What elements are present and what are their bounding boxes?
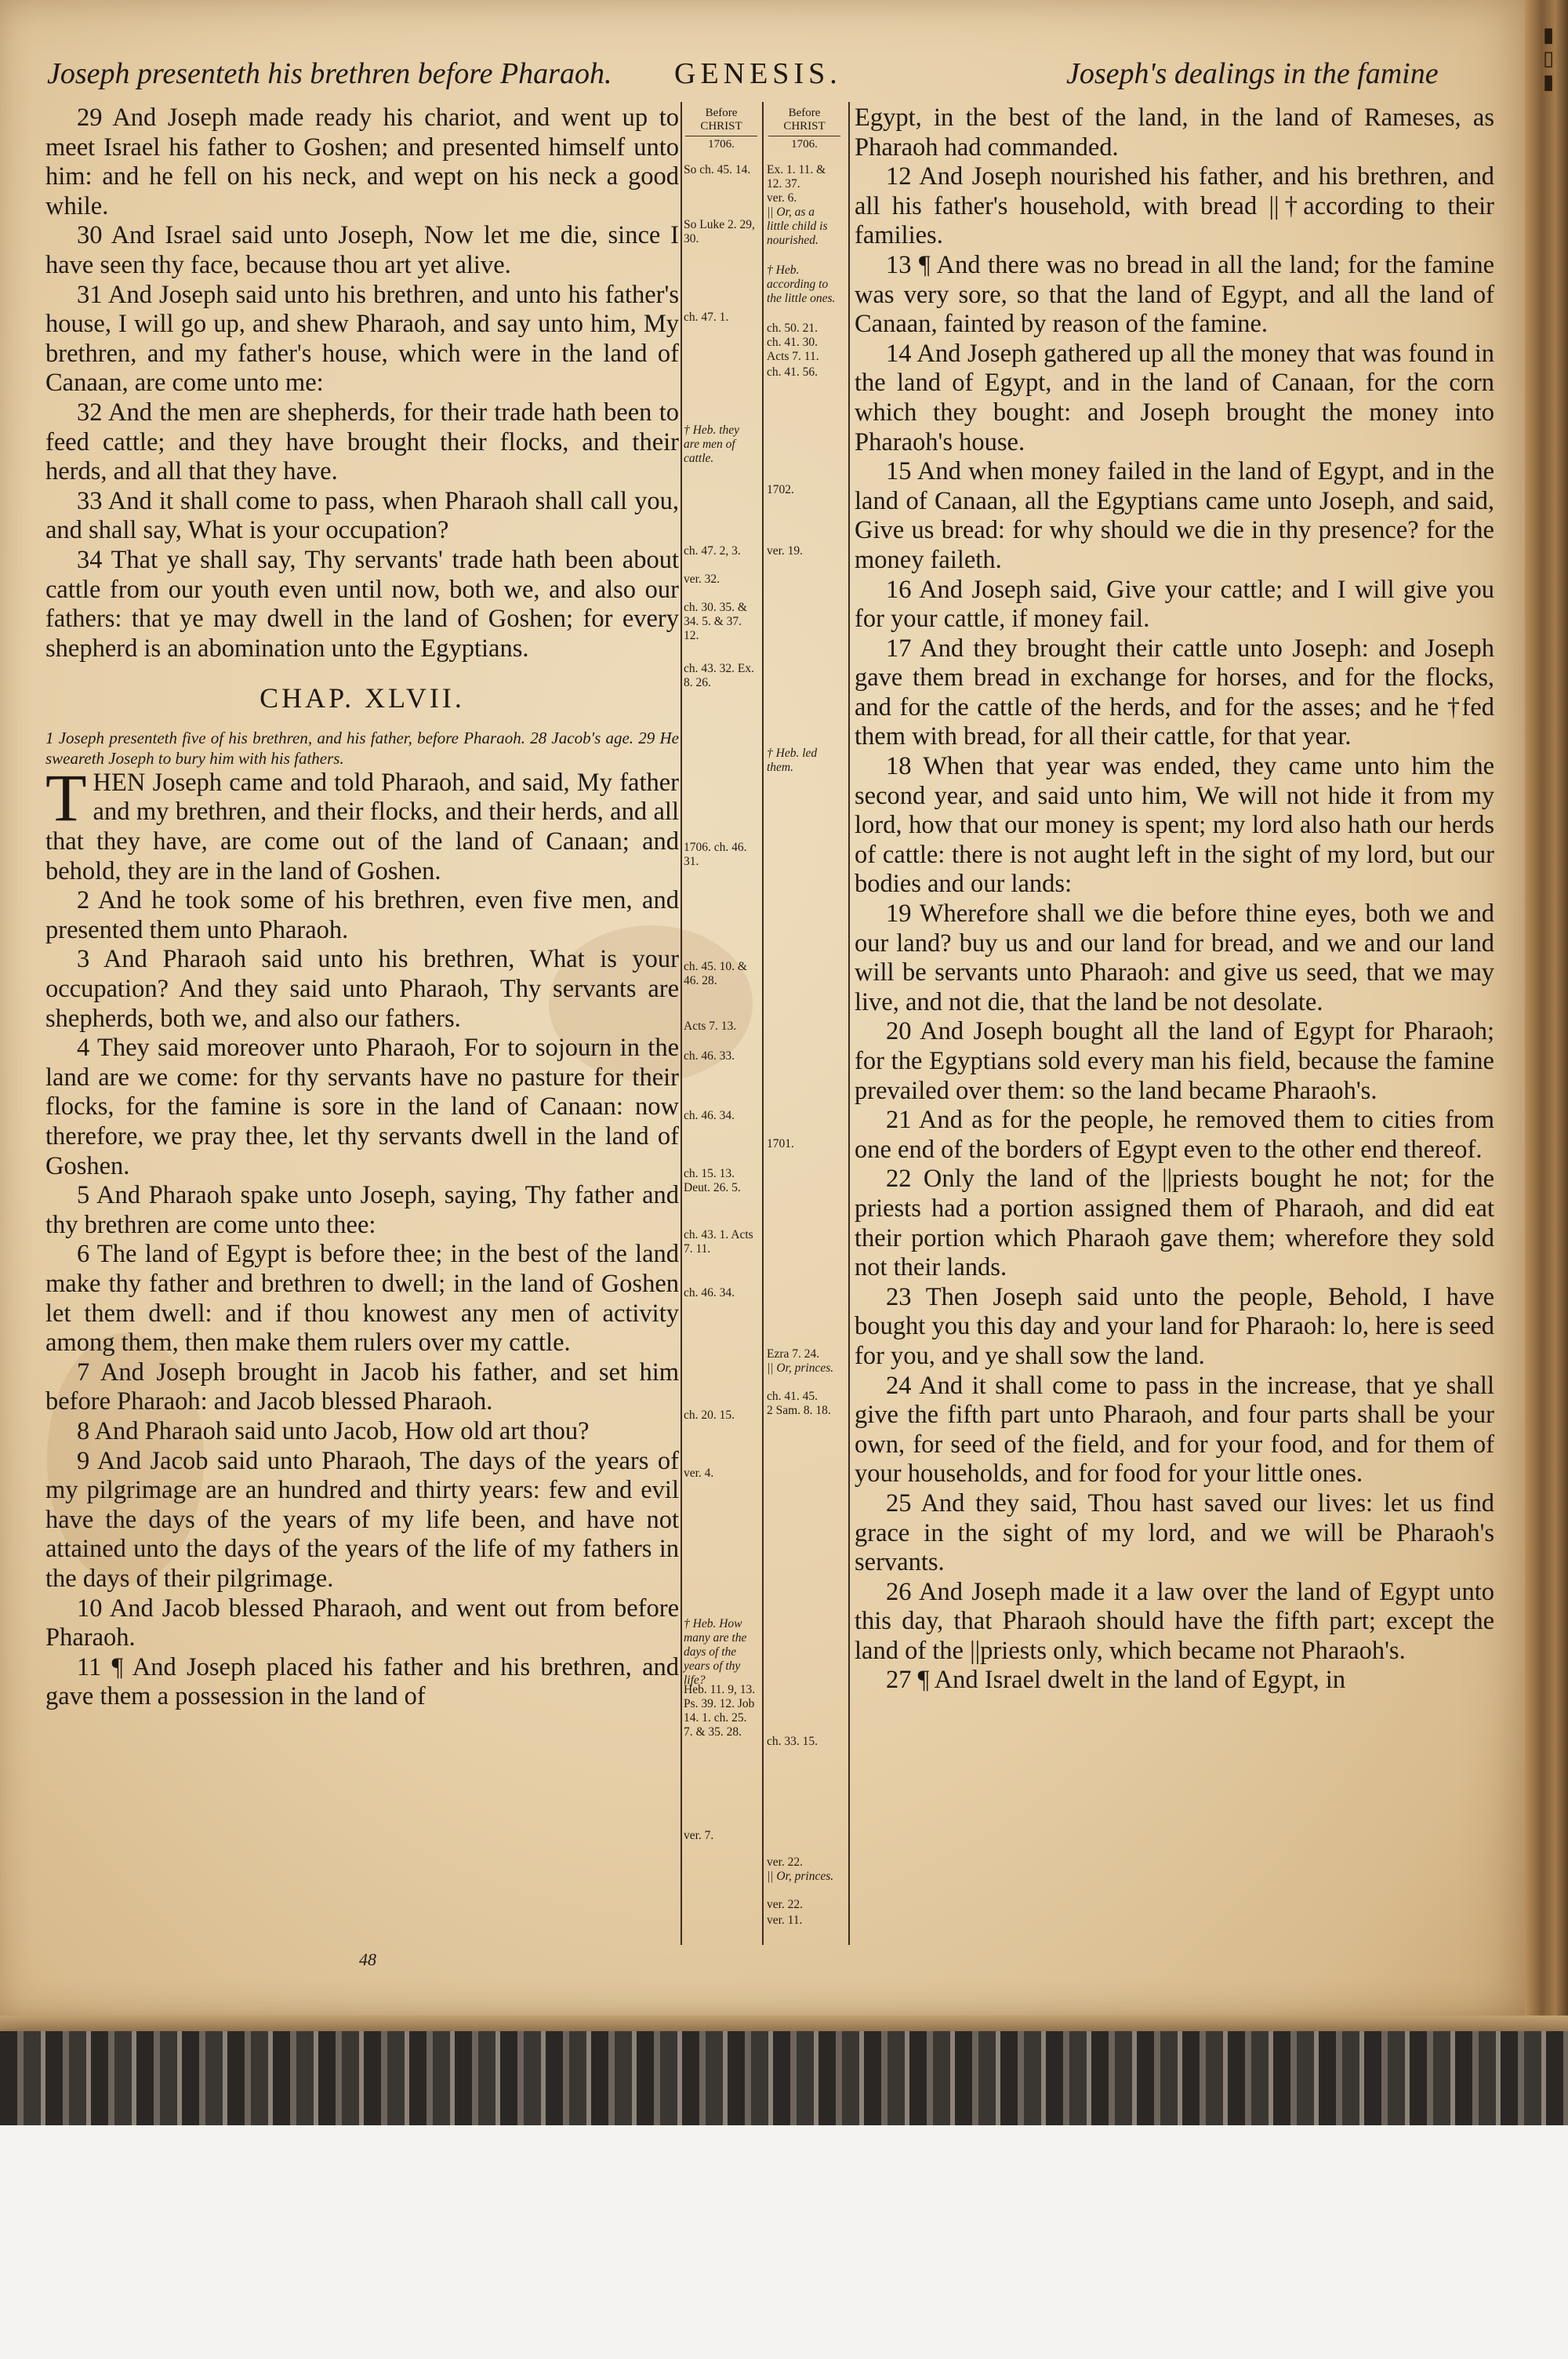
margin-note: ch. 41. 56.: [767, 365, 818, 379]
verse-paragraph: 32 And the men are shepherds, for their trade hath been to feed cattle; and they have brought their flocks, and their herds, and all that they have.: [45, 398, 679, 486]
verse-paragraph: 18 When that year was ended, they came unto him the second year, and said unto him, We will not hide it from my lord, how that our money is spent; my lord also hath our herds of cattle: there is not aught left in the sight of my lord, but our bodies and our lands:: [855, 752, 1494, 899]
margin-head-year: 1706.: [768, 136, 840, 151]
verse-paragraph: 19 Wherefore shall we die before thine eyes, both we and our land? buy us and our land for bread, and we and our land will be servants unto Pharaoh: and give us seed, that we may live, and not die, that the land be not desolate.: [855, 900, 1494, 1016]
margin-head-year: 1706.: [685, 136, 757, 151]
verse-paragraph: HEN Joseph came and told Pharaoh, and said, My father and my brethren, and their flocks, and their herds, and all that they have, are come out of the land of Canaan; and behold, they are in the land of Goshen.: [45, 768, 679, 885]
verse-paragraph: 9 And Jacob said unto Pharaoh, The days of the years of my pilgrimage are an hundred and thirty years: few and evil have the days of the years of my life been, and have not attained unto the days of the years of the life of my fathers in the days of their pilgrimage.: [45, 1446, 679, 1593]
verse-paragraph: 22 Only the land of the ||priests bought he not; for the priests had a portion assigned them of Pharaoh, and did eat their portion which Pharaoh gave them; wherefore they sold not their lands.: [855, 1165, 1494, 1282]
margin-note: ch. 50. 21.: [767, 322, 818, 335]
chapter-opening: [45, 759, 679, 886]
margin-head-line: Before: [705, 107, 738, 119]
margin-note: So Luke 2. 29, 30.: [684, 218, 755, 245]
margin-head-left: [685, 107, 757, 151]
margin-note: ch. 46. 34.: [684, 1286, 735, 1299]
margin-note: || Or, as a little child is nourished.: [767, 205, 828, 247]
verse-paragraph: 4 They said moreover unto Pharaoh, For to sojourn in the land are we come: for thy servants have no pasture for their flocks, for the famine is sore in the land of Canaan: now therefore, we pray thee, let thy servants dwell in the land of Goshen.: [45, 1034, 679, 1180]
verse-paragraph: 23 Then Joseph said unto the people, Behold, I have bought you this day and your land for Pharaoh: lo, here is seed for you, and ye shall sow the land.: [855, 1282, 1494, 1370]
margin-note: ver. 11.: [767, 1914, 803, 1927]
verse-paragraph: 17 And they brought their cattle unto Joseph: and Joseph gave them bread in exchange for horses, and for the flocks, and for the cattle of the herds, and for the asses; and he †fed them with bread, for all their cattle, for that year.: [855, 634, 1494, 751]
margin-note: ch. 43. 32. Ex. 8. 26.: [684, 662, 754, 689]
running-head-right: Joseph's dealings in the famine: [1066, 57, 1439, 90]
margin-note: † Heb. led them.: [767, 747, 818, 774]
verse-paragraph: 20 And Joseph bought all the land of Egypt for Pharaoh; for the Egyptians sold every man his field, because the famine prevailed over them: so the land became Pharaoh's.: [855, 1017, 1494, 1105]
page-number: 48: [359, 1950, 376, 1969]
margin-head-line: CHRIST: [700, 120, 742, 133]
margin-note: 1706. ch. 46. 31.: [684, 841, 747, 868]
margin-note: ch. 47. 2, 3.: [684, 544, 741, 558]
verse-paragraph: 12 And Joseph nourished his father, and his brethren, and all his father's household, with bread ||†according to their families.: [855, 162, 1494, 250]
margin-head-right: [768, 107, 840, 151]
edge-glyph-icon: ▮▯▮: [1537, 24, 1560, 94]
verse-paragraph: 3 And Pharaoh said unto his brethren, What is your occupation? And they said unto Pharaoh, Thy servants are shepherds, both we, and also our fathers.: [45, 945, 679, 1033]
margin-note: ver. 22.: [767, 1898, 804, 1911]
margin-head-line: Before: [788, 107, 821, 119]
chapter-summary: 1 Joseph presenteth five of his brethren, and his father, before Pharaoh. 28 Jacob's age. 29 He sweareth Joseph to bury him with his fathers.: [45, 728, 679, 768]
verse-continuation: Egypt, in the best of the land, in the land of Rameses, as Pharaoh had commanded.: [855, 104, 1494, 162]
margin-note: ch. 41. 30. Acts 7. 11.: [767, 336, 819, 363]
verse-paragraph: 10 And Jacob blessed Pharaoh, and went out from before Pharaoh.: [45, 1594, 679, 1652]
column-rule: [681, 102, 682, 1945]
verse-paragraph: 34 That ye shall say, Thy servants' trade hath been about cattle from our youth even until now, both we, and also our fathers: that ye may dwell in the land of Goshen; for every shepherd is an abomination unto the Egyptians.: [45, 545, 679, 663]
margin-note: ch. 20. 15.: [684, 1408, 735, 1422]
running-head-book: GENESIS.: [674, 57, 842, 90]
margin-note: † Heb. they are men of cattle.: [684, 423, 740, 465]
margin-note: † Heb. How many are the days of the years of thy life?: [684, 1617, 747, 1687]
margin-note: ch. 46. 33.: [684, 1049, 735, 1063]
margin-note: So ch. 45. 14.: [684, 163, 751, 176]
margin-note: ver. 6.: [767, 191, 797, 205]
chapter-heading: CHAP. XLVII.: [260, 682, 465, 714]
column-rule: [848, 102, 850, 1945]
verse-paragraph: 2 And he took some of his brethren, even five men, and presented them unto Pharaoh.: [45, 886, 679, 944]
margin-note: 1701.: [767, 1137, 794, 1150]
verse-paragraph: 11 ¶ And Joseph placed his father and his brethren, and gave them a possession in the land of: [45, 1652, 679, 1711]
verse-paragraph: 14 And Joseph gathered up all the money that was found in the land of Egypt, and in the land of Canaan, for the corn which they bought: and Joseph brought the money into Pharaoh's house.: [855, 339, 1494, 456]
verse-paragraph: 13 ¶ And there was no bread in all the land; for the famine was very sore, so that the land of Egypt, and all the land of Canaan, fainted by reason of the famine.: [855, 250, 1494, 339]
margin-note: Ezra 7. 24.: [767, 1347, 820, 1361]
margin-note: ch. 15. 13. Deut. 26. 5.: [684, 1167, 741, 1194]
verse-paragraph: 29 And Joseph made ready his chariot, and went up to meet Israel his father to Goshen; and presented himself unto him: and he fell on his neck, and wept on his neck a good while.: [45, 104, 679, 220]
verse-paragraph: 33 And it shall come to pass, when Pharaoh shall call you, and shall say, What is your occupation?: [45, 486, 679, 545]
drop-cap: T: [45, 759, 87, 835]
verse-paragraph: 5 And Pharaoh spake unto Joseph, saying, Thy father and thy brethren are come unto thee:: [45, 1181, 679, 1239]
margin-note: ver. 32.: [684, 572, 720, 586]
margin-note: ver. 7.: [684, 1829, 714, 1842]
verse-paragraph: 24 And it shall come to pass in the increase, that ye shall give the fifth part unto Pharaoh, and four parts shall be your own, for seed of the field, and for your food, and for them of your households, and for food for your little ones.: [855, 1371, 1494, 1488]
margin-note: || Or, princes.: [767, 1361, 834, 1375]
verse-paragraph: 7 And Joseph brought in Jacob his father, and set him before Pharaoh: and Jacob blessed Pharaoh.: [45, 1358, 679, 1416]
verse-paragraph: 27 ¶ And Israel dwelt in the land of Egypt, in: [886, 1666, 1346, 1695]
verse-paragraph: 31 And Joseph said unto his brethren, and unto his father's house, I will go up, and shew Pharaoh, and say unto him, My brethren, and my father's house, which were in the land of Canaan, are come unto me:: [45, 280, 679, 398]
verse-paragraph: 6 The land of Egypt is before thee; in the best of the land make thy father and brethren to dwell; in the land of Goshen let them dwell: and if thou knowest any men of activity among them, then make them rulers over my cattle.: [45, 1240, 679, 1358]
margin-note: Ex. 1. 11. & 12. 37.: [767, 163, 826, 191]
page-edge-fore: [1525, 0, 1568, 2039]
margin-head-line: CHRIST: [783, 120, 826, 133]
running-head-left: Joseph presenteth his brethren before Pharaoh.: [47, 57, 612, 90]
margin-note: ch. 43. 1. Acts 7. 11.: [684, 1228, 753, 1256]
verse-paragraph: 26 And Joseph made it a law over the land of Egypt unto this day, that Pharaoh should have the fifth part; except the land of the ||priests only, which became not Pharaoh's.: [855, 1577, 1494, 1665]
column-rule: [762, 102, 764, 1945]
margin-note: 1702.: [767, 483, 794, 496]
verse-paragraph: 25 And they said, Thou hast saved our lives: let us find grace in the sight of my lord, and we will be Pharaoh's servants.: [855, 1488, 1494, 1577]
margin-note: 2 Sam. 8. 18.: [767, 1404, 831, 1417]
verse-paragraph: 15 And when money failed in the land of Egypt, and in the land of Canaan, all the Egyptians came unto Joseph, and said, Give us bread: for why should we die in thy presence? for the money faileth.: [855, 457, 1494, 574]
margin-note: ch. 46. 34.: [684, 1109, 735, 1122]
margin-note: ch. 30. 35. & 34. 5. & 37. 12.: [684, 601, 747, 642]
margin-note: ch. 47. 1.: [684, 311, 729, 324]
margin-note: † Heb. according to the little ones.: [767, 264, 836, 305]
margin-note: ver. 4.: [684, 1467, 714, 1480]
book-binding: [0, 2031, 1568, 2125]
verse-paragraph: 8 And Pharaoh said unto Jacob, How old art thou?: [77, 1416, 590, 1445]
verse-paragraph: 21 And as for the people, he removed them to cities from one end of the borders of Egypt even to the other end thereof.: [855, 1106, 1494, 1164]
margin-note: || Or, princes.: [767, 1870, 834, 1883]
margin-note: ver. 19.: [767, 544, 804, 558]
margin-note: Heb. 11. 9, 13. Ps. 39. 12. Job 14. 1. ch. 25. 7. & 35. 28.: [684, 1683, 756, 1739]
margin-note: ch. 45. 10. & 46. 28.: [684, 960, 747, 987]
verse-paragraph: 30 And Israel said unto Joseph, Now let me die, since I have seen thy face, because thou art yet alive.: [45, 221, 679, 279]
margin-note: ch. 41. 45.: [767, 1390, 818, 1403]
margin-note: ver. 22.: [767, 1856, 804, 1869]
verse-paragraph: 16 And Joseph said, Give your cattle; and I will give you for your cattle, if money fail.: [855, 575, 1494, 634]
table-surface: [0, 2125, 1568, 2359]
margin-note: ch. 33. 15.: [767, 1735, 818, 1748]
margin-note: Acts 7. 13.: [684, 1020, 737, 1033]
left-text-column: [45, 104, 679, 1712]
right-text-column: [855, 104, 1494, 1696]
